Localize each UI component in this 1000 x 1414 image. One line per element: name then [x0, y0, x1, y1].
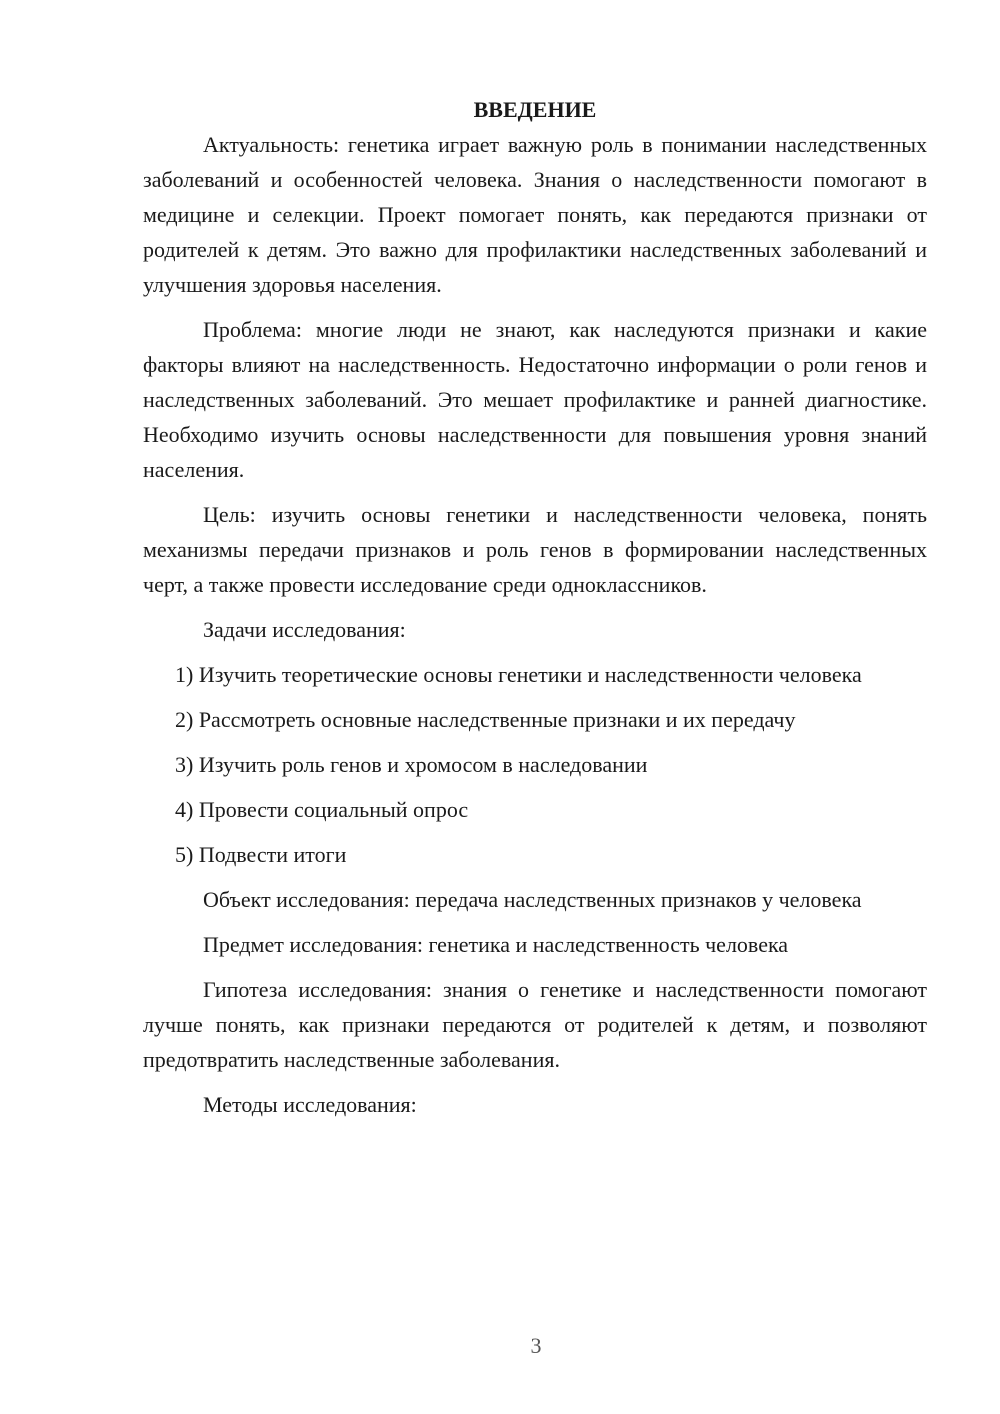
goal-paragraph: Цель: изучить основы генетики и наследственности человека, понять механизмы передачи признаков и роль генов в формировании наследственных черт, а также провести исследование среди одноклассников.	[143, 502, 927, 597]
task-item-5: 5) Подвести итоги	[175, 842, 347, 867]
methods-heading: Методы исследования:	[203, 1092, 417, 1117]
subject-paragraph: Предмет исследования: генетика и наследственность человека	[203, 932, 789, 957]
tasks-heading: Задачи исследования:	[203, 617, 406, 642]
task-item-4: 4) Провести социальный опрос	[175, 797, 469, 822]
page-number: 3	[530, 1333, 542, 1358]
hypothesis-paragraph: Гипотеза исследования: знания о генетике и наследственности помогают лучше понять, как признаки передаются от родителей к детям, и позволяют предотвратить наследственные заболевания.	[143, 977, 927, 1072]
section-title: ВВЕДЕНИЕ	[473, 97, 597, 122]
page-content	[143, 92, 927, 1132]
task-item-3: 3) Изучить роль генов и хромосом в наследовании	[175, 752, 648, 777]
task-item-2: 2) Рассмотреть основные наследственные признаки и их передачу	[175, 707, 796, 732]
relevance-paragraph: Актуальность: генетика играет важную роль в понимании наследственных заболеваний и особенностей человека. Знания о наследственности помогают в медицине и селекции. Проект помогает понять, как передаются признаки от родителей к детям. Это важно для профилактики наследственных заболеваний и улучшения здоровья населения.	[143, 132, 927, 297]
object-paragraph: Объект исследования: передача наследственных признаков у человека	[203, 887, 862, 912]
task-item-1: 1) Изучить теоретические основы генетики и наследственности человека	[175, 662, 862, 687]
problem-paragraph: Проблема: многие люди не знают, как наследуются признаки и какие факторы влияют на наследственность. Недостаточно информации о роли генов и наследственных заболеваний. Это мешает профилактике и ранней диагностике. Необходимо изучить основы наследственности для повышения уровня знаний населения.	[143, 317, 927, 482]
